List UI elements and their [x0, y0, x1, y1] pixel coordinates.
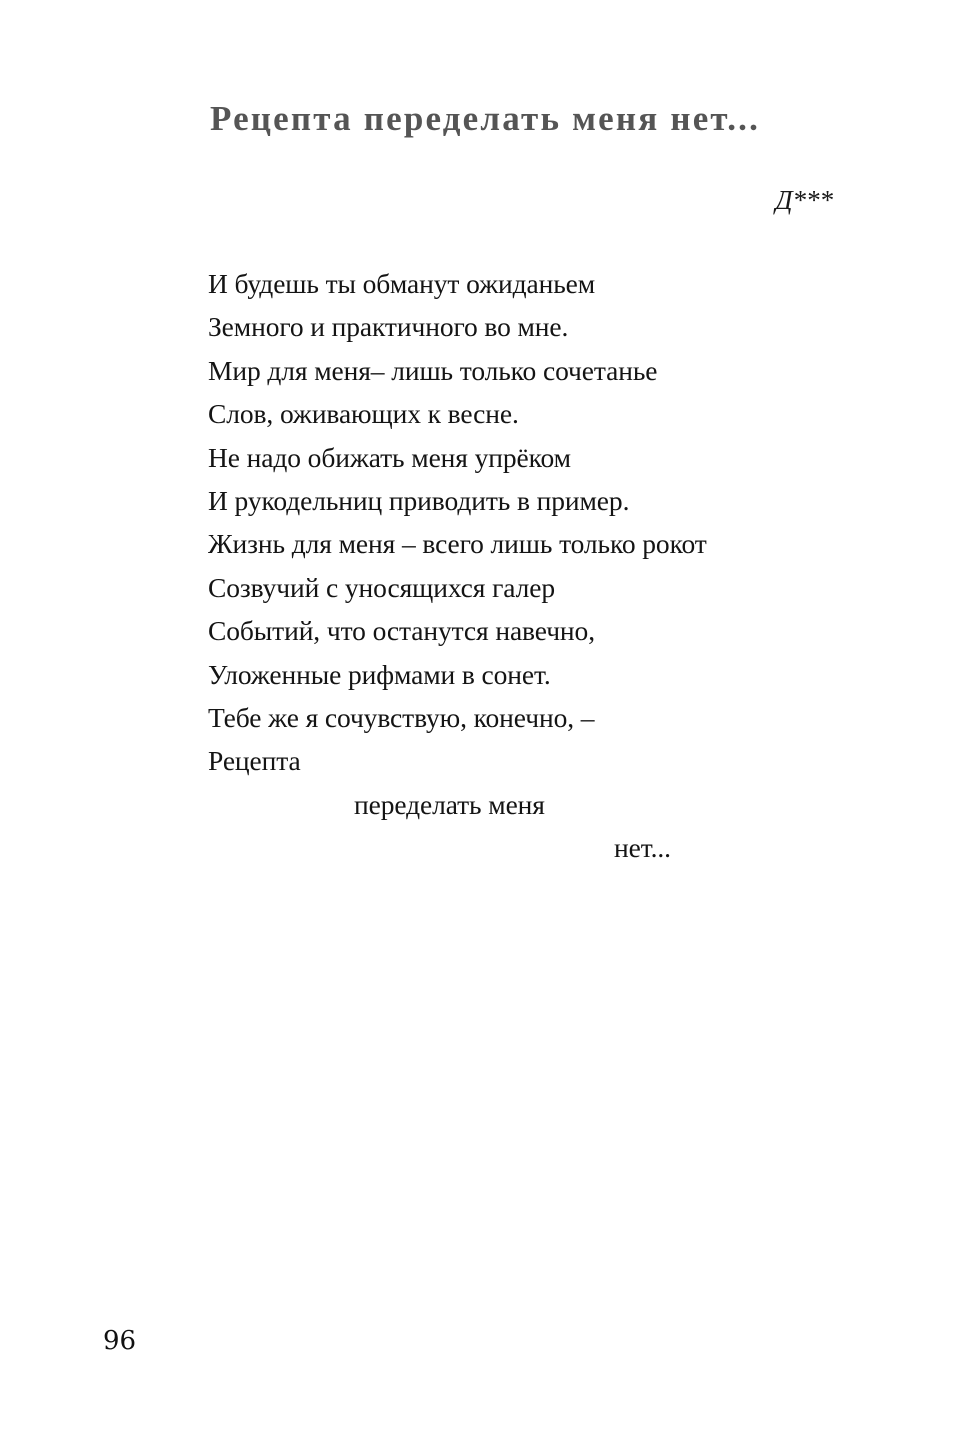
poem-line: Событий, что останутся навечно, [208, 615, 595, 647]
poem-title: Рецепта переделать меня нет... [209, 99, 761, 138]
poem-line-stepped: переделать меня [354, 788, 545, 820]
poem-line: Мир для меня– лишь только сочетанье [208, 354, 658, 386]
poem-line: Жизнь для меня – всего лишь только рокот [208, 528, 707, 560]
epigraph-dedication: Д*** [775, 185, 833, 215]
poem-line: И рукодельниц приводить в пример. [208, 485, 630, 517]
poem-line: Слов, оживающих к весне. [208, 398, 519, 430]
page-number: 96 [103, 1326, 137, 1356]
poem-line: Тебе же я сочувствую, конечно, – [208, 702, 595, 734]
poem-body [208, 262, 707, 870]
poem-line: Уложенные рифмами в сонет. [208, 658, 551, 690]
poem-line: Не надо обижать меня упрёком [208, 441, 571, 473]
poem-line-stepped: нет... [614, 832, 671, 864]
poem-line: Земного и практичного во мне. [208, 311, 569, 343]
poem-line: Созвучий с уносящихся галер [208, 571, 556, 603]
poem-line: Рецепта [208, 745, 301, 777]
poem-line: И будешь ты обманут ожиданьем [208, 268, 596, 299]
